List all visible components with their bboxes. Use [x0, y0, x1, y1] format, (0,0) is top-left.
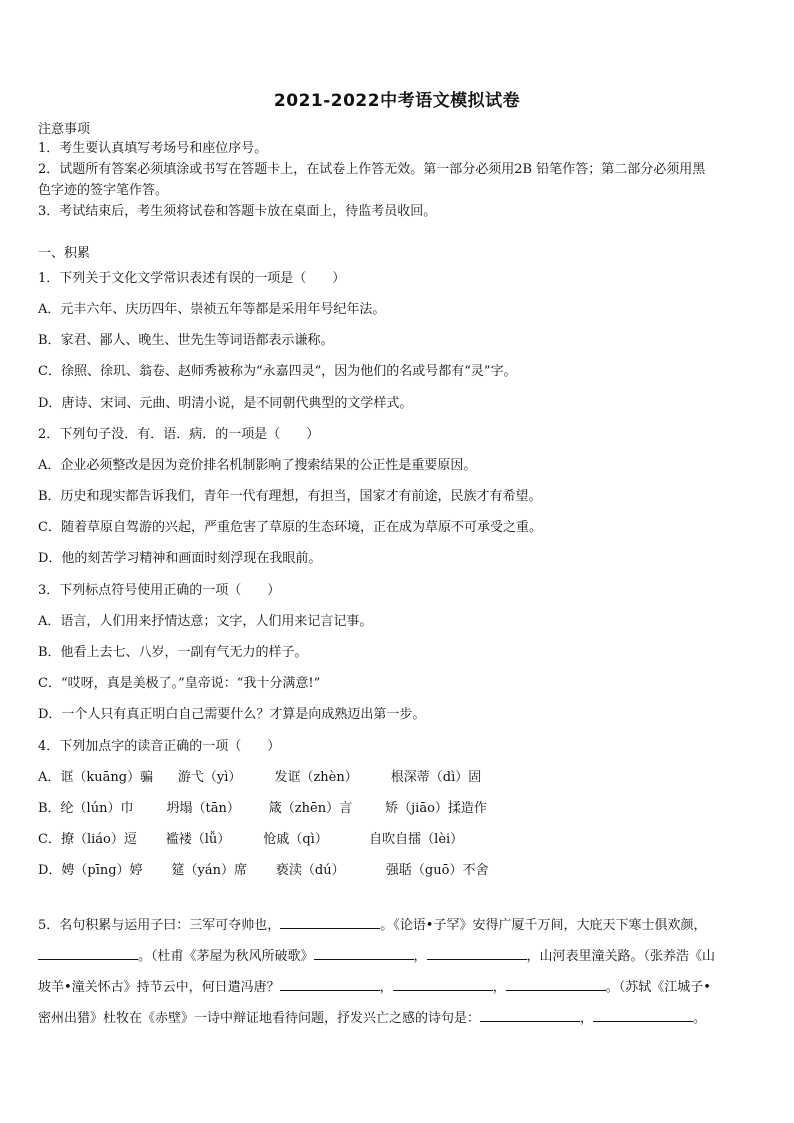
question-option: B．家君、鄙人、晚生、世先生等词语都表示谦称。 [38, 333, 334, 348]
notice-heading: 注意事项 [38, 122, 91, 137]
q5-text: 。（杜甫《茅屋为秋风所破歌》 [138, 949, 314, 964]
answer-blank[interactable] [314, 946, 414, 960]
notice-item: 2．试题所有答案必须填涂或书写在答题卡上，在试卷上作答无效。第一部分必须用2B 铅笔作答；第二部分必须用黑 [38, 162, 706, 177]
notice-item: 色字迹的签字笔作答。 [38, 183, 169, 198]
q5-text: 。 [693, 1011, 707, 1026]
question-option: D．唐诗、宋词、元曲、明清小说，是不同朝代典型的文学样式。 [38, 396, 413, 411]
question-option: C．撩（liáo）逗 褴褛（lǚ） 怆戚（qì） 自吹自擂（lèi） [38, 832, 464, 847]
q5-text: ，山河表里潼关路。（张养浩《山 [526, 949, 716, 964]
q5-text: ， [379, 980, 393, 995]
answer-blank[interactable] [593, 1008, 693, 1022]
question-option: A．诓（kuāng）骗 游弋（yì） 发诓（zhèn） 根深蒂（dì）固 [38, 770, 482, 785]
question-option: A．语言，人们用来抒情达意；文字，人们用来记言记事。 [38, 614, 373, 629]
q5-text: 5．名句积累与运用子曰：三军可夺帅也， [38, 918, 281, 933]
question-option: D．一个人只有真正明白自己需要什么？才算是向成熟迈出第一步。 [38, 707, 426, 722]
question-option: C．“哎呀，真是美极了。”皇帝说：“我十分满意!” [38, 676, 321, 691]
q5-text: 密州出猎》杜牧在《赤壁》一诗中辩证地看待问题，抒发兴亡之感的诗句是： [38, 1011, 481, 1026]
q5-text: 。（苏轼《江城子• [605, 980, 711, 995]
answer-blank[interactable] [506, 977, 606, 991]
q5-line-2 [38, 946, 715, 966]
q5-text: ， [413, 949, 427, 964]
question-stem: 2．下列句子没．有．语．病．的一项是（ ） [38, 427, 320, 442]
question-option: B．纶（lún）巾 坍塌（tān） 箴（zhēn）言 矫（jiāo）揉造作 [38, 801, 487, 816]
page-title: 2021-2022中考语文模拟试卷 [273, 91, 521, 111]
question-option: A．元丰六年、庆历四年、崇祯五年等都是采用年号纪年法。 [38, 302, 386, 317]
question-option: B．历史和现实都告诉我们，青年一代有理想，有担当，国家才有前途，民族才有希望。 [38, 489, 542, 504]
q5-text: 。《论语•子罕》安得广厦千万间，大庇天下寒士俱欢颜， [380, 918, 707, 933]
notice-item: 1．考生要认真填写考场号和座位序号。 [38, 141, 268, 156]
question-stem: 1．下列关于文化文学常识表述有误的一项是（ ） [38, 271, 346, 286]
answer-blank[interactable] [427, 946, 527, 960]
question-stem: 3．下列标点符号使用正确的一项（ ） [38, 583, 281, 598]
question-option: D．他的刻苦学习精神和画面时刻浮现在我眼前。 [38, 551, 322, 566]
answer-blank[interactable] [280, 977, 380, 991]
question-option: C．随着草原自驾游的兴起，严重危害了草原的生态环境，正在成为草原不可承受之重。 [38, 520, 542, 535]
q5-line-3 [38, 977, 711, 997]
answer-blank[interactable] [393, 977, 493, 991]
q5-text: ， [580, 1011, 594, 1026]
answer-blank[interactable] [480, 1008, 580, 1022]
question-option: B．他看上去七、八岁，一副有气无力的样子。 [38, 645, 308, 660]
question-option: D．娉（pīng）婷 筵（yán）席 亵渎（dú） 强聒（guō）不舍 [38, 863, 489, 878]
q5-text: ， [492, 980, 506, 995]
q5-line-4 [38, 1008, 706, 1028]
q5-text: 坡羊•潼关怀古》持节云中，何日遣冯唐？ [38, 980, 280, 995]
answer-blank[interactable] [280, 915, 380, 929]
q5-line-1 [38, 915, 706, 935]
question-option: A．企业必须整改是因为竞价排名机制影响了搜索结果的公正性是重要原因。 [38, 458, 477, 473]
question-stem: 4．下列加点字的读音正确的一项（ ） [38, 739, 281, 754]
notice-item: 3．考试结束后，考生须将试卷和答题卡放在桌面上，待监考员收回。 [38, 204, 437, 219]
question-option: C．徐照、徐玑、翁卷、赵师秀被称为“永嘉四灵”，因为他们的名或号都有“灵”字。 [38, 364, 517, 379]
answer-blank[interactable] [38, 946, 138, 960]
section-heading: 一、积累 [38, 246, 91, 261]
